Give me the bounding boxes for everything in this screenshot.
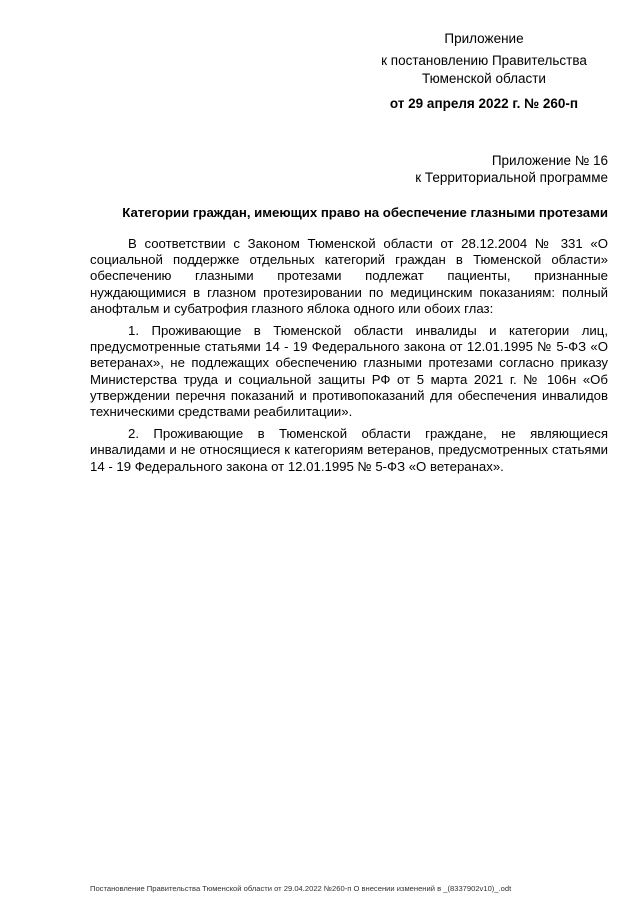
annex-header <box>348 152 608 186</box>
document-body <box>90 236 608 481</box>
header-resolution-label: к постановлению Правительства <box>381 53 587 68</box>
header-resolution-date: от 29 апреля 2022 г. № 260-п <box>389 96 579 111</box>
paragraph-intro: В соответствии с Законом Тюменской области от 28.12.2004 № 331 «О социальной поддержке отдельных категорий граждан в Тюменской области» обеспечению глазными протезами подлежат пациенты, признанные нуждающимися в глазном протезировании по медицинским показаниям: полный анофтальм и субатрофия глазного яблока одного или обоих глаз: <box>90 236 608 316</box>
page-footer: Постановление Правительства Тюменской области от 29.04.2022 №260-п О внесении изменений в _(8337902v10)_.odt <box>90 884 512 893</box>
header-annex-label: Приложение <box>444 31 524 46</box>
paragraph-item-2: 2. Проживающие в Тюменской области граждане, не являющиеся инвалидами и не относящиеся к категориям ветеранов, предусмотренных статьями 14 - 19 Федерального закона от 12.01.1995 № 5-ФЗ «О ветеранах». <box>90 426 608 474</box>
document-title: Категории граждан, имеющих право на обеспечение глазными протезами <box>122 205 608 220</box>
annex-program: к Территориальной программе <box>415 170 608 185</box>
paragraph-item-1: 1. Проживающие в Тюменской области инвалиды и категории лиц, предусмотренные статьями 14 - 19 Федерального закона от 12.01.1995 № 5-ФЗ «О ветеранах», не подлежащих обеспечению глазными протезами согласно приказу Министерства труда и социальной защиты РФ от 5 марта 2021 г. № 106н «Об утверждении перечня показаний и противопоказаний для обеспечения инвалидов техническими средствами реабилитации». <box>90 323 608 420</box>
header-region-label: Тюменской области <box>422 71 546 86</box>
resolution-header <box>372 30 596 113</box>
annex-number: Приложение № 16 <box>491 153 608 168</box>
